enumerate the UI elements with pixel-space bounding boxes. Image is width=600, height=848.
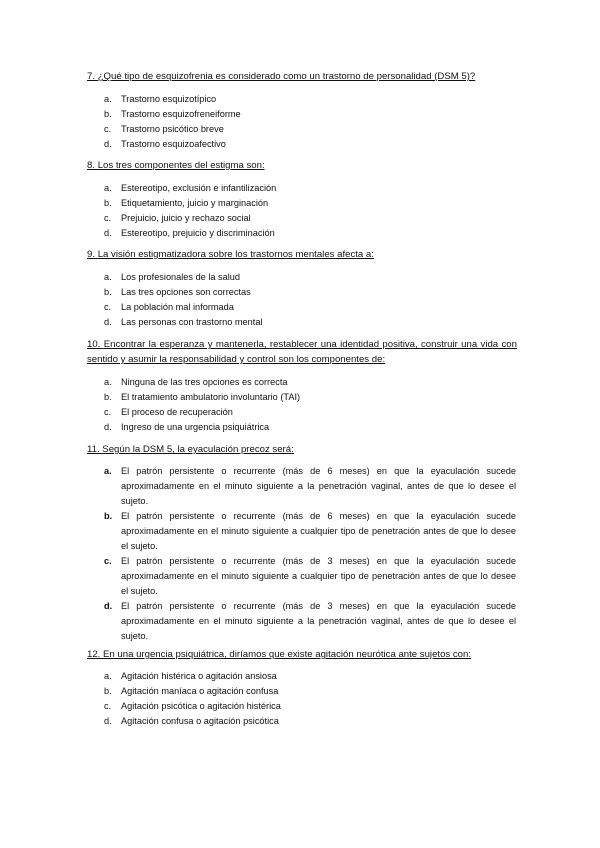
option-letter: b. — [104, 109, 112, 119]
option-text: Estereotipo, prejuicio y discriminación — [121, 228, 275, 238]
option-text: El patrón persistente o recurrente (más de 3 meses) en que la eyaculación sucede aproximadamente en el minuto siguiente a la penetración vaginal, antes de que lo desee el sujeto. — [121, 601, 516, 641]
question-number: 10. — [87, 339, 101, 350]
option-letter: a. — [104, 671, 112, 681]
option-letter: d. — [104, 601, 113, 611]
option-letter: c. — [104, 407, 112, 417]
question-8 — [87, 158, 517, 173]
option-letter: a. — [104, 94, 112, 104]
question-9 — [87, 247, 517, 262]
question-text: ¿Qué tipo de esquizofrenia es considerado como un trastorno de personalidad (DSM 5)? — [97, 71, 476, 82]
option-letter: a. — [104, 272, 112, 282]
options-list-7 — [104, 92, 516, 152]
option-letter: a. — [104, 183, 112, 193]
options-list-9 — [104, 270, 516, 330]
question-7 — [87, 69, 517, 84]
option-9a — [104, 270, 516, 285]
option-text: Trastorno esquizofreneiforme — [121, 109, 241, 119]
question-number: 7. — [87, 71, 96, 82]
option-text: Ingreso de una urgencia psiquiátrica — [121, 422, 270, 432]
option-text: El proceso de recuperación — [121, 407, 233, 417]
option-7a — [104, 92, 516, 107]
option-7c — [104, 122, 516, 137]
option-text: Agitación psicótica o agitación histérica — [121, 701, 281, 711]
question-text: La visión estigmatizadora sobre los trastornos mentales afecta a: — [97, 249, 374, 260]
option-text: Agitación maníaca o agitación confusa — [121, 686, 279, 696]
option-7d — [104, 137, 516, 152]
question-text: Los tres componentes del estigma son: — [97, 160, 265, 171]
option-text: Trastorno psicótico breve — [121, 124, 224, 134]
option-10d — [104, 420, 516, 435]
option-11d — [104, 599, 516, 644]
option-text: Trastorno esquizoafectivo — [121, 139, 226, 149]
option-9d — [104, 315, 516, 330]
option-text: La población mal informada — [121, 302, 234, 312]
option-8a — [104, 181, 516, 196]
option-9c — [104, 300, 516, 315]
option-text: El tratamiento ambulatorio involuntario (TAI) — [121, 392, 301, 402]
options-list-8 — [104, 181, 516, 241]
option-9b — [104, 285, 516, 300]
option-text: Estereotipo, exclusión e infantilización — [121, 183, 277, 193]
option-12b — [104, 684, 516, 699]
option-12c — [104, 699, 516, 714]
option-text: Prejuicio, juicio y rechazo social — [121, 213, 251, 223]
option-letter: c. — [104, 213, 112, 223]
option-text: Etiquetamiento, juicio y marginación — [121, 198, 269, 208]
question-text: Según la DSM 5, la eyaculación precoz será: — [102, 444, 294, 455]
option-letter: b. — [104, 511, 113, 521]
option-10a — [104, 375, 516, 390]
question-number: 9. — [87, 249, 96, 260]
option-10b — [104, 390, 516, 405]
option-letter: a. — [104, 466, 112, 476]
option-11a — [104, 464, 516, 509]
question-text: En una urgencia psiquiátrica, diríamos que existe agitación neurótica ante sujetos con: — [103, 649, 471, 660]
option-text: El patrón persistente o recurrente (más de 6 meses) en que la eyaculación sucede aproximadamente en el minuto siguiente a cualquier tipo de penetración antes de que lo desee el sujeto. — [121, 511, 516, 551]
options-list-11 — [104, 464, 516, 644]
option-letter: c. — [104, 556, 112, 566]
option-letter: b. — [104, 198, 112, 208]
option-letter: b. — [104, 392, 112, 402]
option-letter: d. — [104, 139, 112, 149]
option-text: Las tres opciones son correctas — [121, 287, 251, 297]
option-10c — [104, 405, 516, 420]
option-text: El patrón persistente o recurrente (más de 6 meses) en que la eyaculación sucede aproximadamente en el minuto siguiente a la penetración vaginal, antes de que lo desee el sujeto. — [121, 466, 516, 506]
option-letter: d. — [104, 228, 112, 238]
option-8b — [104, 196, 516, 211]
options-list-10 — [104, 375, 516, 435]
options-list-12 — [104, 669, 516, 729]
option-letter: c. — [104, 302, 112, 312]
option-text: Ninguna de las tres opciones es correcta — [121, 377, 288, 387]
option-letter: b. — [104, 287, 112, 297]
option-letter: c. — [104, 124, 112, 134]
question-number: 8. — [87, 160, 96, 171]
question-text: Encontrar la esperanza y mantenerla, restablecer una identidad positiva, construir una vida con sentido y asumir la responsabilidad y control son los componentes de: — [87, 339, 517, 365]
option-letter: d. — [104, 422, 112, 432]
option-text: El patrón persistente o recurrente (más de 3 meses) en que la eyaculación sucede aproximadamente en el minuto siguiente a cualquier tipo de penetración antes de que lo desee el sujeto. — [121, 556, 516, 596]
option-7b — [104, 107, 516, 122]
option-12d — [104, 714, 516, 729]
option-8c — [104, 211, 516, 226]
option-letter: c. — [104, 701, 112, 711]
option-8d — [104, 226, 516, 241]
option-text: Las personas con trastorno mental — [121, 317, 263, 327]
option-text: Trastorno esquizotípico — [121, 94, 217, 104]
option-letter: a. — [104, 377, 112, 387]
question-11 — [87, 442, 517, 457]
option-text: Agitación confusa o agitación psicótica — [121, 716, 279, 726]
option-letter: d. — [104, 317, 112, 327]
question-number: 12. — [87, 649, 101, 660]
option-text: Los profesionales de la salud — [121, 272, 241, 282]
question-number: 11. — [87, 444, 100, 455]
question-12 — [87, 647, 517, 662]
option-letter: d. — [104, 716, 112, 726]
option-text: Agitación histérica o agitación ansiosa — [121, 671, 277, 681]
option-letter: b. — [104, 686, 112, 696]
option-12a — [104, 669, 516, 684]
option-11c — [104, 554, 516, 599]
question-10 — [87, 337, 517, 367]
option-11b — [104, 509, 516, 554]
